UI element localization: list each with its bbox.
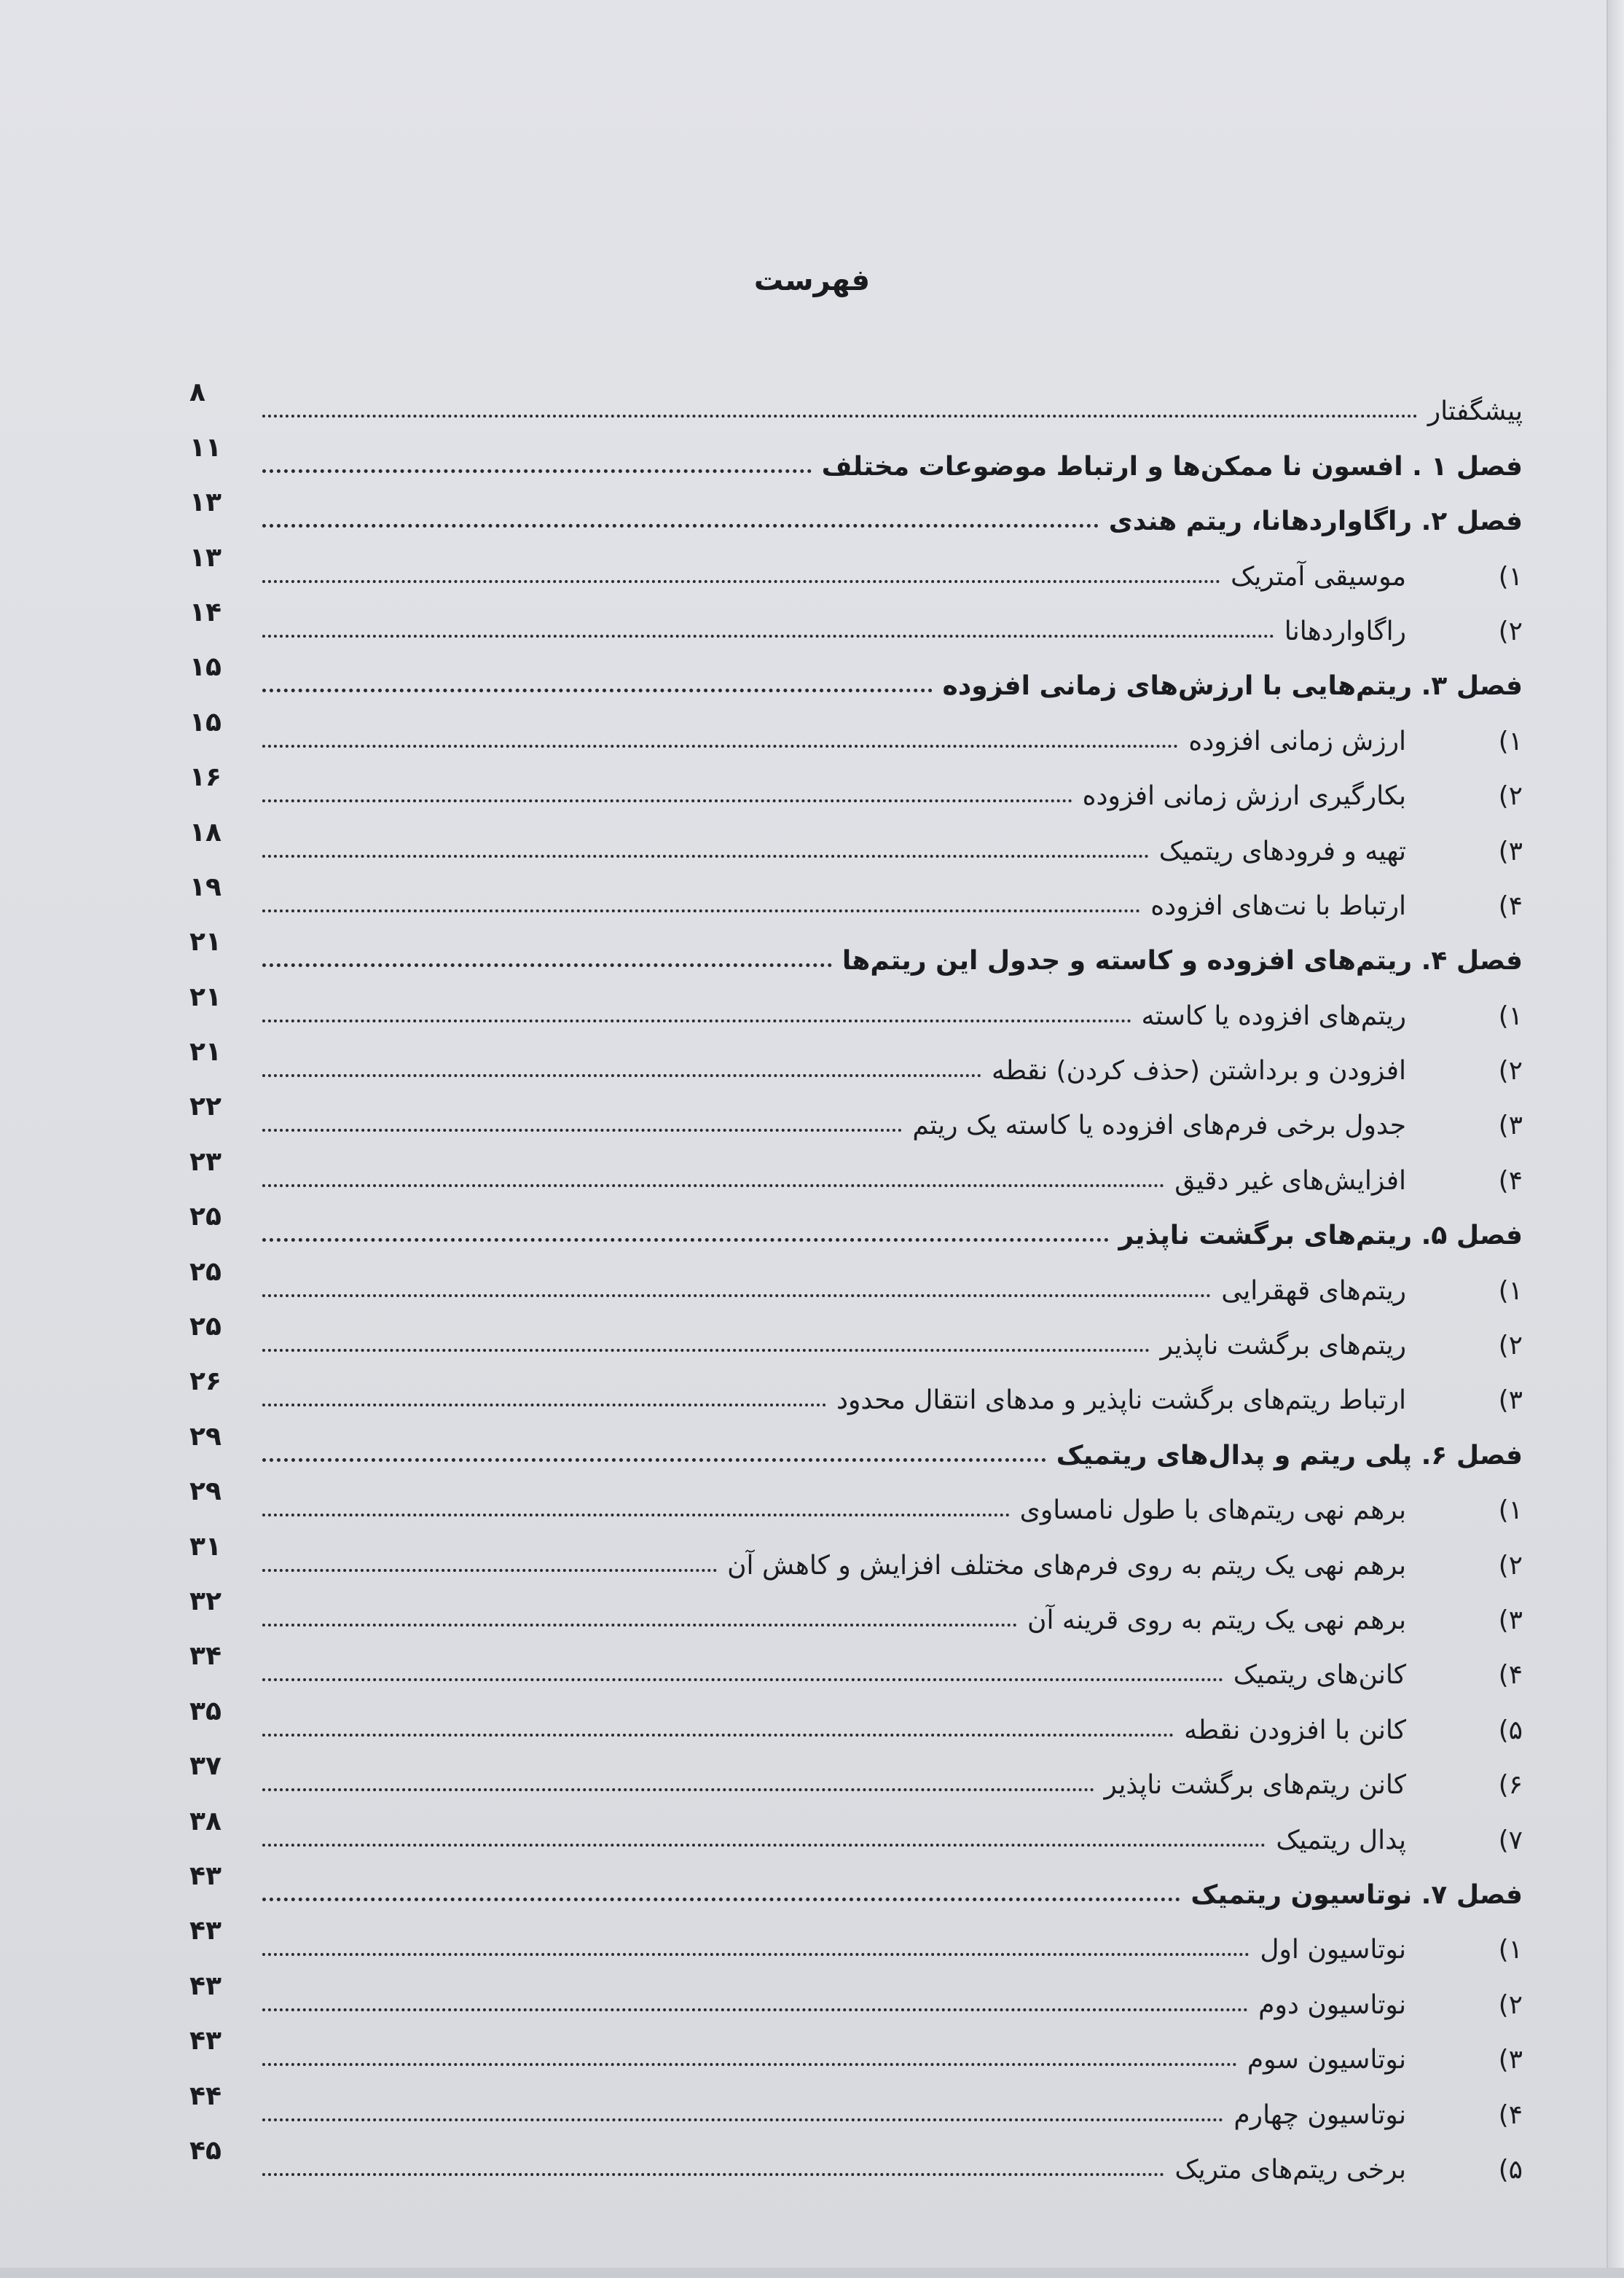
toc-entry-title: افزودن و برداشتن (حذف کردن) نقطه — [992, 1056, 1406, 1087]
toc-entry — [182, 1917, 1523, 1972]
toc-entry — [182, 1753, 1523, 1807]
toc-page-number: ۲۲ — [189, 1092, 221, 1122]
toc-page-number: ۳۲ — [189, 1586, 221, 1616]
toc-dot-leader — [262, 1514, 1010, 1516]
toc-dot-leader — [262, 524, 1099, 528]
toc-page-number: ۱۵ — [189, 652, 221, 683]
toc-page-number: ۴۵ — [189, 2135, 221, 2166]
toc-page-number: ۲۹ — [189, 1421, 221, 1452]
toc-entry-number: ۲) — [1498, 1550, 1523, 1581]
toc-entry — [182, 708, 1523, 763]
toc-entry-title: کانن ریتم‌های برگشت ناپذیر — [1104, 1770, 1406, 1801]
toc-page-number: ۲۵ — [189, 1202, 221, 1232]
toc-entry-title: برهم نهی ریتم‌های با طول نامساوی — [1019, 1495, 1406, 1526]
toc-entry-title: کانن‌های ریتمیک — [1233, 1660, 1406, 1691]
toc-entry-title: تهیه و فرودهای ریتمیک — [1158, 836, 1406, 866]
toc-entry-title: افزایش‌های غیر دقیق — [1174, 1165, 1406, 1196]
toc-page-number: ۳۴ — [189, 1641, 221, 1672]
toc-entry — [182, 1422, 1523, 1477]
toc-entry — [182, 1313, 1523, 1368]
toc-dot-leader — [262, 1458, 1046, 1462]
toc-page-number: ۲۱ — [189, 982, 221, 1012]
toc-entry-number: ۱) — [1498, 1935, 1523, 1965]
toc-dot-leader — [262, 1019, 1131, 1022]
toc-entry-number: ۳) — [1498, 836, 1523, 866]
toc-entry — [182, 1697, 1523, 1752]
toc-chapter-title: فصل ۳. ریتم‌هایی با ارزش‌های زمانی افزوده — [942, 671, 1523, 702]
page-title: فهرست — [753, 264, 871, 297]
toc-entry-number: ۴) — [1498, 891, 1523, 921]
toc-entry — [182, 1038, 1523, 1093]
toc-entry — [182, 489, 1523, 544]
toc-dot-leader — [262, 799, 1072, 802]
toc-entry-number: ۲) — [1498, 616, 1523, 646]
toc-dot-leader — [262, 909, 1140, 912]
toc-entry-title: جدول برخی فرم‌های افزوده یا کاسته یک ریتم — [912, 1111, 1406, 1141]
toc-dot-leader — [262, 689, 933, 692]
toc-entry-number: ۱) — [1498, 1275, 1523, 1306]
toc-entry-number: ۵) — [1498, 1715, 1523, 1745]
toc-page-number: ۱۹ — [189, 872, 221, 902]
toc-page-number: ۲۱ — [189, 1037, 221, 1068]
toc-entry — [182, 1807, 1523, 1862]
toc-entry-number: ۱) — [1498, 561, 1523, 592]
toc-page-number: ۱۶ — [189, 762, 221, 793]
toc-dot-leader — [262, 469, 812, 473]
toc-dot-leader — [262, 1074, 981, 1077]
toc-entry — [182, 1368, 1523, 1422]
toc-entry — [182, 1533, 1523, 1587]
toc-entry-number: ۱) — [1498, 726, 1523, 756]
page-bottom-edge — [0, 2268, 1624, 2278]
toc-dot-leader — [262, 1788, 1094, 1791]
page-edge — [1607, 0, 1624, 2278]
table-of-contents — [182, 379, 1523, 2192]
toc-entry-title: نوتاسیون سوم — [1247, 2045, 1406, 2075]
toc-entry-title: پیشگفتار — [1427, 396, 1523, 427]
toc-entry — [182, 2027, 1523, 2082]
toc-page-number: ۱۵ — [189, 707, 221, 737]
toc-page-number: ۱۴ — [189, 597, 221, 627]
toc-page-number: ۴۳ — [189, 1970, 221, 2001]
toc-page-number: ۳۸ — [189, 1806, 221, 1836]
toc-entry — [182, 983, 1523, 1038]
toc-entry-title: کانن با افزودن نقطه — [1184, 1715, 1406, 1745]
toc-dot-leader — [262, 2173, 1164, 2176]
toc-entry-title: برهم نهی یک ریتم به روی فرم‌های مختلف افزایش و کاهش آن — [727, 1550, 1406, 1581]
toc-dot-leader — [262, 1184, 1164, 1187]
toc-chapter-title: فصل ۲. راگاواردهانا، ریتم هندی — [1108, 506, 1523, 537]
toc-entry-title: نوتاسیون چهارم — [1233, 2099, 1406, 2130]
toc-entry — [182, 818, 1523, 873]
toc-entry-title: ارتباط ریتم‌های برگشت ناپذیر و مدهای انتقال محدود — [836, 1385, 1406, 1416]
toc-page-number: ۱۳ — [189, 488, 221, 518]
toc-page-number: ۸ — [189, 377, 205, 408]
toc-entry — [182, 599, 1523, 654]
toc-dot-leader — [262, 2118, 1223, 2121]
toc-entry-number: ۵) — [1498, 2154, 1523, 2185]
toc-entry-title: ریتم‌های برگشت ناپذیر — [1160, 1331, 1406, 1361]
toc-page-number: ۱۱ — [189, 432, 221, 463]
toc-entry — [182, 1588, 1523, 1643]
toc-dot-leader — [262, 580, 1220, 583]
toc-entry-number: ۴) — [1498, 1660, 1523, 1691]
toc-entry-title: نوتاسیون دوم — [1258, 1989, 1406, 2020]
toc-entry-number: ۴) — [1498, 2099, 1523, 2130]
toc-entry-title: بکارگیری ارزش زمانی افزوده — [1082, 781, 1406, 812]
toc-dot-leader — [262, 745, 1178, 748]
toc-dot-leader — [262, 2008, 1248, 2011]
toc-entry — [182, 1148, 1523, 1202]
toc-page-number: ۳۷ — [189, 1751, 221, 1782]
toc-entry-number: ۲) — [1498, 1331, 1523, 1361]
toc-entry — [182, 544, 1523, 598]
toc-entry — [182, 1093, 1523, 1148]
toc-entry — [182, 434, 1523, 488]
toc-entry-title: پدال ریتمیک — [1276, 1825, 1406, 1855]
toc-page-number: ۲۵ — [189, 1312, 221, 1342]
toc-entry — [182, 1972, 1523, 2027]
toc-page-number: ۴۳ — [189, 2026, 221, 2056]
toc-dot-leader — [262, 1953, 1250, 1956]
toc-entry-number: ۲) — [1498, 1056, 1523, 1087]
toc-page-number: ۱۸ — [189, 817, 221, 848]
toc-page-number: ۱۳ — [189, 542, 221, 573]
toc-entry-title: موسیقی آمتریک — [1231, 561, 1406, 592]
toc-entry — [182, 654, 1523, 708]
toc-page-number: ۲۱ — [189, 927, 221, 958]
toc-chapter-title: فصل ۷. نوتاسیون ریتمیک — [1190, 1879, 1523, 1910]
toc-dot-leader — [262, 1349, 1150, 1352]
toc-entry-number: ۳) — [1498, 1605, 1523, 1635]
toc-dot-leader — [262, 1294, 1211, 1297]
toc-entry-title: برخی ریتم‌های متریک — [1174, 2154, 1406, 2185]
toc-page-number: ۲۵ — [189, 1256, 221, 1287]
toc-entry — [182, 379, 1523, 434]
toc-page-number: ۳۵ — [189, 1696, 221, 1726]
toc-entry-number: ۱) — [1498, 1495, 1523, 1526]
toc-entry — [182, 1478, 1523, 1533]
toc-page-number: ۲۹ — [189, 1476, 221, 1507]
toc-entry-title: نوتاسیون اول — [1260, 1935, 1406, 1965]
toc-entry-number: ۷) — [1498, 1825, 1523, 1855]
toc-dot-leader — [262, 963, 832, 967]
toc-chapter-title: فصل ۱ . افسون نا ممکن‌ها و ارتباط موضوعات مختلف — [821, 451, 1523, 482]
toc-chapter-title: فصل ۴. ریتم‌های افزوده و کاسته و جدول این ریتم‌ها — [842, 946, 1523, 976]
toc-dot-leader — [262, 2063, 1237, 2066]
toc-entry — [182, 2137, 1523, 2192]
toc-entry-title: ریتم‌های قهقرایی — [1221, 1275, 1406, 1306]
toc-page-number: ۴۳ — [189, 1860, 221, 1891]
toc-dot-leader — [262, 1404, 826, 1406]
toc-entry — [182, 928, 1523, 983]
toc-dot-leader — [262, 1624, 1017, 1627]
toc-entry-number: ۶) — [1498, 1770, 1523, 1801]
toc-page-number: ۴۳ — [189, 1916, 221, 1946]
toc-entry-title: راگاواردهانا — [1284, 616, 1406, 646]
toc-entry — [182, 1203, 1523, 1258]
toc-chapter-title: فصل ۵. ریتم‌های برگشت ناپذیر — [1118, 1221, 1523, 1251]
toc-dot-leader — [262, 635, 1274, 638]
toc-page-number: ۳۱ — [189, 1531, 221, 1562]
toc-entry-number: ۱) — [1498, 1001, 1523, 1031]
toc-entry-title: برهم نهی یک ریتم به روی قرینه آن — [1027, 1605, 1406, 1635]
toc-dot-leader — [262, 415, 1418, 418]
toc-dot-leader — [262, 1898, 1180, 1901]
toc-entry-number: ۲) — [1498, 1989, 1523, 2020]
toc-page-number: ۴۴ — [189, 2081, 221, 2111]
toc-entry — [182, 1643, 1523, 1697]
toc-entry — [182, 2082, 1523, 2137]
toc-entry — [182, 1860, 1523, 1917]
toc-entry-title: ریتم‌های افزوده یا کاسته — [1141, 1001, 1406, 1031]
toc-entry-number: ۳) — [1498, 2045, 1523, 2075]
toc-entry — [182, 764, 1523, 818]
toc-page-number: ۲۶ — [189, 1366, 221, 1397]
toc-entry-number: ۲) — [1498, 781, 1523, 812]
toc-entry-number: ۴) — [1498, 1165, 1523, 1196]
toc-entry-number: ۳) — [1498, 1111, 1523, 1141]
toc-entry — [182, 1258, 1523, 1312]
toc-dot-leader — [262, 1734, 1174, 1737]
toc-entry-title: ارزش زمانی افزوده — [1188, 726, 1406, 756]
toc-dot-leader — [262, 1129, 902, 1132]
toc-entry-number: ۳) — [1498, 1385, 1523, 1416]
toc-dot-leader — [262, 1569, 717, 1572]
toc-dot-leader — [262, 1238, 1109, 1242]
toc-chapter-title: فصل ۶. پلی ریتم و پدال‌های ریتمیک — [1056, 1440, 1523, 1471]
toc-dot-leader — [262, 855, 1149, 858]
toc-dot-leader — [262, 1844, 1266, 1847]
toc-dot-leader — [262, 1678, 1223, 1681]
toc-entry-title: ارتباط با نت‌های افزوده — [1150, 891, 1406, 921]
toc-entry — [182, 874, 1523, 928]
toc-page-number: ۲۳ — [189, 1146, 221, 1177]
